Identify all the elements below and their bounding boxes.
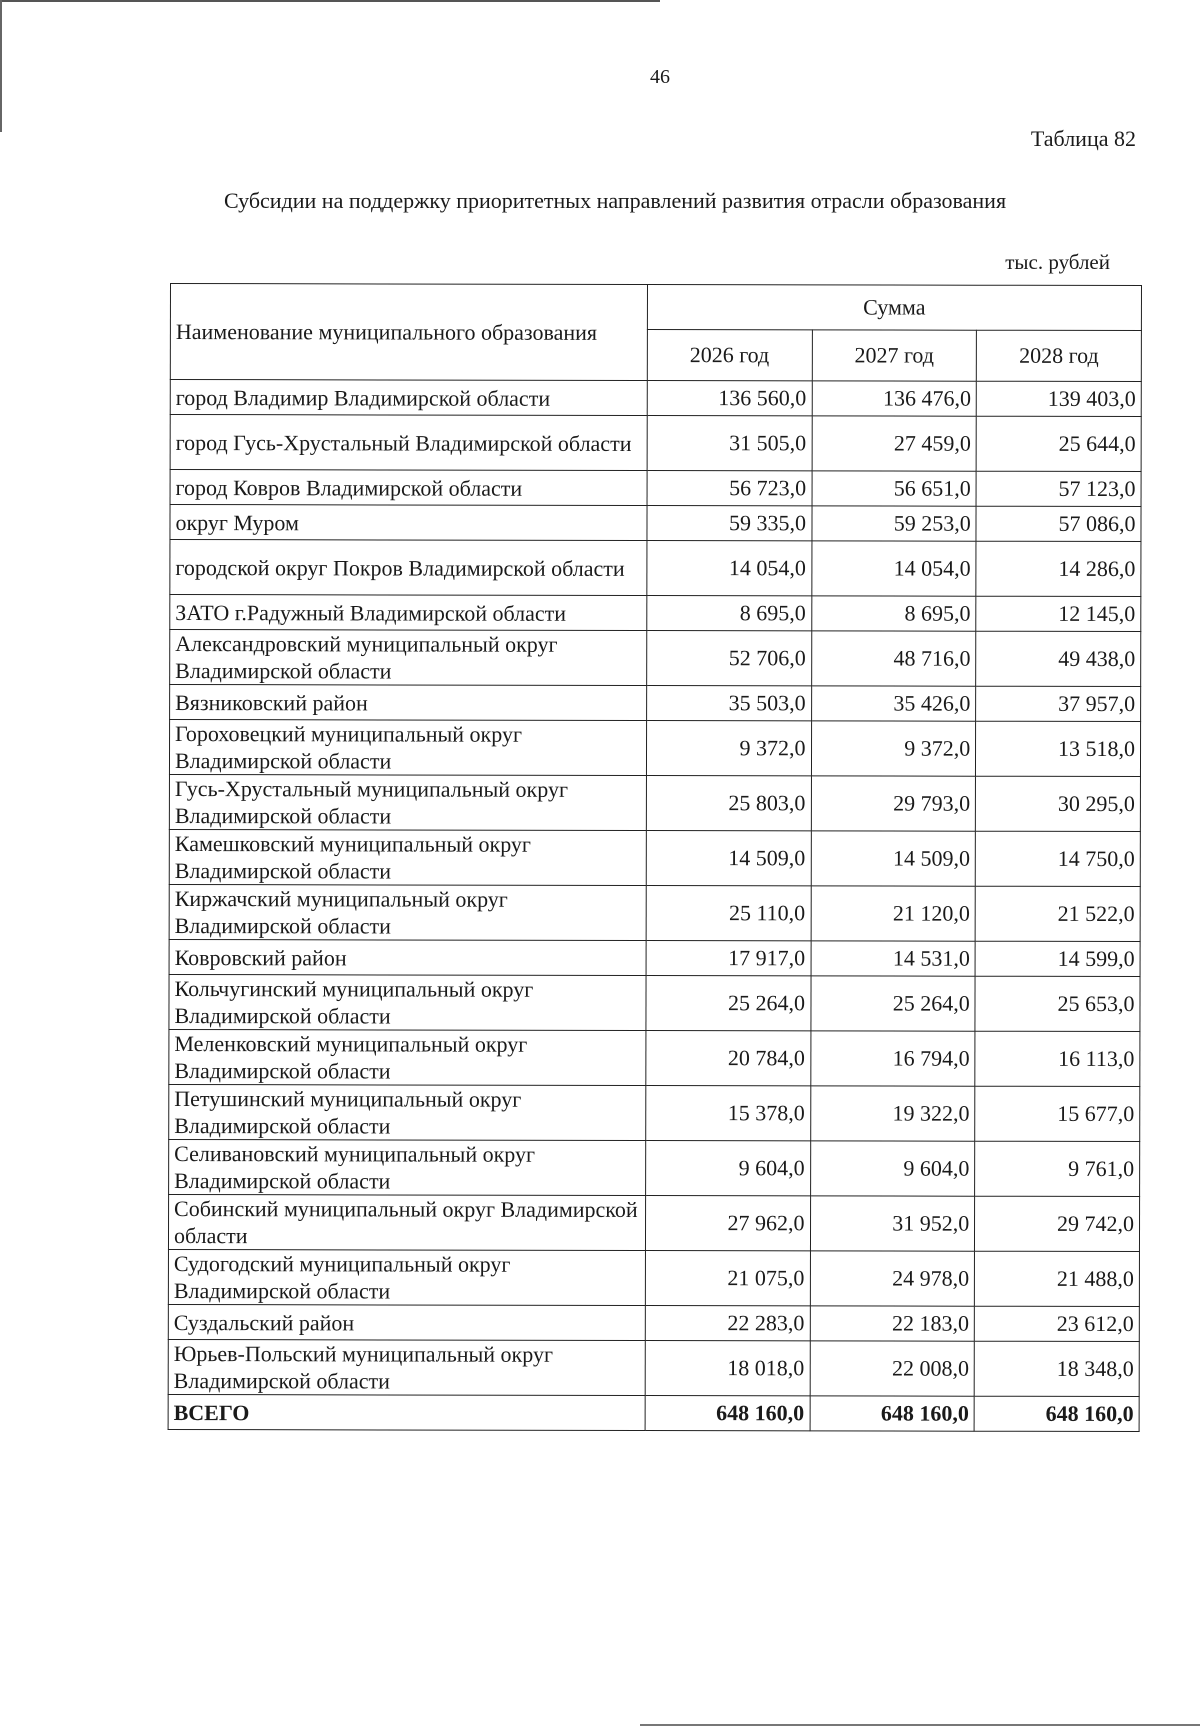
row-name: Суздальский район [168, 1304, 645, 1340]
header-sum: Сумма [647, 284, 1141, 330]
subsidies-table [168, 283, 1142, 1432]
scan-edge-bottom [640, 1724, 1200, 1726]
value-2026: 21 075,0 [645, 1250, 810, 1305]
value-2028: 14 750,0 [975, 831, 1140, 886]
row-name: Гороховецкий муниципальный округ Владимирской области [169, 720, 646, 776]
value-2027: 27 459,0 [812, 416, 977, 471]
value-2028: 9 761,0 [975, 1141, 1140, 1196]
row-name: Ковровский район [169, 939, 646, 975]
value-2028: 15 677,0 [975, 1086, 1140, 1141]
value-2028: 23 612,0 [975, 1306, 1140, 1341]
table-row [169, 1139, 1140, 1196]
value-2027: 14 531,0 [811, 941, 976, 976]
total-label: ВСЕГО [168, 1394, 645, 1430]
table-row [169, 720, 1140, 777]
row-name: город Гусь-Хрустальный Владимирской области [170, 415, 647, 471]
row-name: Камешковский муниципальный округ Владимирской области [169, 829, 646, 885]
value-2027: 59 253,0 [811, 506, 976, 541]
value-2026: 18 018,0 [645, 1340, 810, 1395]
table-row [170, 540, 1141, 597]
value-2027: 19 322,0 [810, 1086, 975, 1141]
scan-edge-top [0, 0, 660, 2]
row-name: Собинский муниципальный округ Владимирской области [168, 1194, 645, 1250]
table-row [168, 1339, 1139, 1396]
table-row [170, 470, 1141, 507]
row-name: Вязниковский район [170, 685, 647, 721]
row-name: город Ковров Владимирской области [170, 470, 647, 506]
value-2027: 8 695,0 [811, 596, 976, 631]
units-label: тыс. рублей [1005, 250, 1110, 274]
table-row [168, 1249, 1139, 1306]
table-row [169, 884, 1140, 941]
row-name: Юрьев-Польский муниципальный округ Владимирской области [168, 1339, 645, 1395]
row-name: Александровский муниципальный округ Владимирской области [170, 630, 647, 686]
value-2028: 21 488,0 [975, 1251, 1140, 1306]
value-2028: 30 295,0 [976, 776, 1141, 831]
value-2027: 136 476,0 [812, 381, 977, 416]
row-name: Киржачский муниципальный округ Владимирской области [169, 884, 646, 940]
total-2027: 648 160,0 [810, 1396, 975, 1431]
value-2026: 17 917,0 [646, 940, 811, 975]
table-row [168, 1304, 1139, 1341]
value-2027: 48 716,0 [811, 631, 976, 686]
value-2026: 8 695,0 [647, 595, 812, 630]
row-name: город Владимир Владимирской области [170, 380, 647, 416]
table-row [169, 939, 1140, 976]
row-name: Петушинский муниципальный округ Владимирской области [169, 1084, 646, 1140]
table-row [169, 774, 1140, 831]
value-2028: 139 403,0 [976, 381, 1141, 416]
row-name: Меленковский муниципальный округ Владимирской области [169, 1029, 646, 1085]
value-2026: 59 335,0 [647, 505, 812, 540]
value-2026: 27 962,0 [645, 1195, 810, 1250]
value-2028: 18 348,0 [974, 1341, 1139, 1396]
table-row [170, 685, 1141, 722]
total-row [168, 1394, 1139, 1431]
value-2026: 35 503,0 [646, 685, 811, 720]
value-2026: 56 723,0 [647, 470, 812, 505]
table-row [168, 1194, 1139, 1251]
table-row [170, 595, 1141, 632]
value-2026: 25 803,0 [646, 775, 811, 830]
value-2027: 29 793,0 [811, 776, 976, 831]
value-2028: 14 286,0 [976, 541, 1141, 596]
value-2026: 15 378,0 [645, 1085, 810, 1140]
row-name: Судогодский муниципальный округ Владимирской области [168, 1249, 645, 1305]
header-year-2026: 2026 год [647, 329, 812, 380]
header-year-2028: 2028 год [977, 330, 1142, 381]
table-row [170, 505, 1141, 542]
value-2026: 52 706,0 [646, 630, 811, 685]
table-row [169, 1084, 1140, 1141]
value-2027: 35 426,0 [811, 686, 976, 721]
total-2028: 648 160,0 [974, 1396, 1139, 1431]
table-body [168, 380, 1141, 1432]
header-year-2027: 2027 год [812, 330, 977, 381]
value-2028: 16 113,0 [975, 1031, 1140, 1086]
value-2027: 22 183,0 [810, 1306, 975, 1341]
table-row [170, 380, 1141, 417]
value-2028: 25 644,0 [976, 416, 1141, 471]
value-2027: 9 372,0 [811, 721, 976, 776]
value-2028: 57 123,0 [976, 471, 1141, 506]
value-2026: 31 505,0 [647, 415, 812, 470]
table-row [169, 1029, 1140, 1086]
value-2026: 25 110,0 [646, 885, 811, 940]
value-2026: 20 784,0 [646, 1030, 811, 1085]
value-2027: 14 509,0 [811, 831, 976, 886]
value-2028: 21 522,0 [975, 886, 1140, 941]
value-2027: 9 604,0 [810, 1141, 975, 1196]
value-2028: 57 086,0 [976, 506, 1141, 541]
value-2026: 14 509,0 [646, 830, 811, 885]
table-label: Таблица 82 [1030, 126, 1136, 151]
value-2028: 37 957,0 [976, 686, 1141, 721]
value-2026: 22 283,0 [645, 1305, 810, 1340]
total-2026: 648 160,0 [645, 1395, 810, 1430]
row-name: ЗАТО г.Радужный Владимирской области [170, 595, 647, 631]
row-name: Кольчугинский муниципальный округ Владимирской области [169, 974, 646, 1030]
table-row [169, 829, 1140, 886]
value-2027: 25 264,0 [810, 976, 975, 1031]
value-2028: 29 742,0 [975, 1196, 1140, 1251]
page-number: 46 [650, 66, 670, 88]
value-2028: 13 518,0 [976, 721, 1141, 776]
value-2026: 14 054,0 [647, 540, 812, 595]
value-2027: 14 054,0 [811, 541, 976, 596]
row-name: округ Муром [170, 505, 647, 541]
value-2027: 31 952,0 [810, 1196, 975, 1251]
value-2027: 21 120,0 [811, 886, 976, 941]
value-2026: 9 604,0 [645, 1140, 810, 1195]
value-2026: 25 264,0 [646, 975, 811, 1030]
document-title: Субсидии на поддержку приоритетных направлений развития отрасли образования [224, 188, 1007, 213]
value-2028: 49 438,0 [976, 631, 1141, 686]
row-name: Селивановский муниципальный округ Владимирской области [169, 1139, 646, 1195]
value-2028: 14 599,0 [975, 941, 1140, 976]
value-2027: 24 978,0 [810, 1251, 975, 1306]
row-name: городской округ Покров Владимирской области [170, 540, 647, 596]
row-name: Гусь-Хрустальный муниципальный округ Владимирской области [169, 774, 646, 830]
value-2027: 22 008,0 [810, 1341, 975, 1396]
value-2028: 25 653,0 [975, 976, 1140, 1031]
value-2026: 136 560,0 [647, 380, 812, 415]
table-row [169, 974, 1140, 1031]
value-2027: 56 651,0 [812, 471, 977, 506]
value-2026: 9 372,0 [646, 720, 811, 775]
header-name: Наименование муниципального образования [170, 284, 647, 381]
table-row [170, 415, 1141, 472]
value-2028: 12 145,0 [976, 596, 1141, 631]
table-row [170, 630, 1141, 687]
value-2027: 16 794,0 [810, 1031, 975, 1086]
